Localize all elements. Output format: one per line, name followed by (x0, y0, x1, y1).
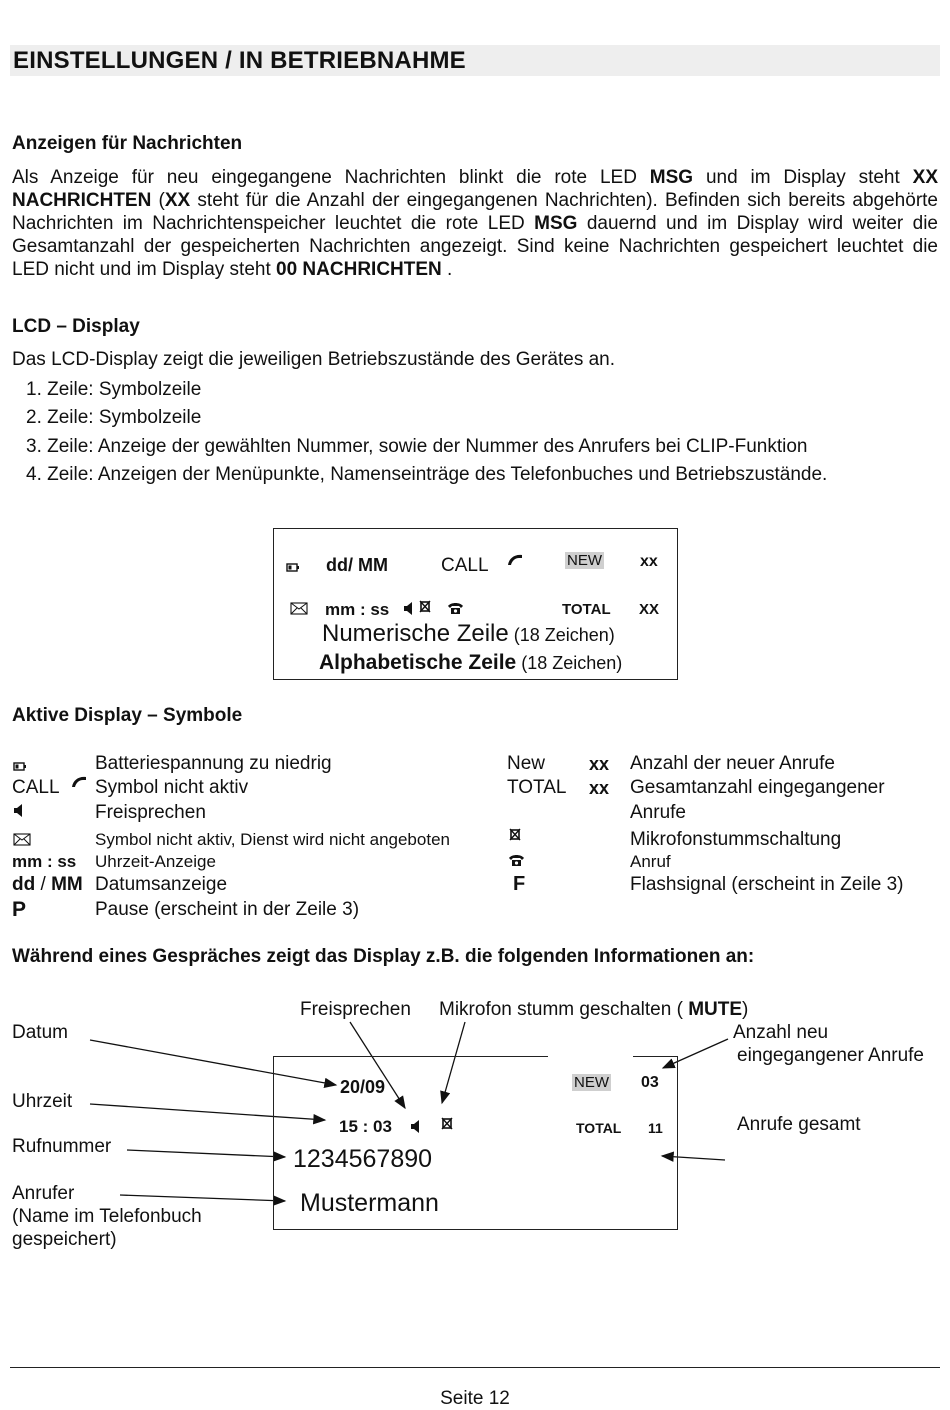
label-uhrzeit: Uhrzeit (12, 1091, 73, 1112)
lcd-new-count: xx (640, 553, 658, 570)
label-datum: Datum (12, 1022, 68, 1043)
speaker-icon (410, 1119, 422, 1134)
section-heading-symbols: Aktive Display – Symbole (12, 705, 243, 726)
label-gesamt: Anrufe gesamt (737, 1114, 861, 1135)
symbol-desc-mute: Mikrofonstummschaltung (630, 829, 842, 850)
symbol-key-pause: P (12, 898, 27, 921)
page-number: Seite 12 (440, 1388, 510, 1409)
symbol-desc-total: Gesamtanzahl eingegangener (630, 777, 885, 798)
symbol-key-flash: F (513, 873, 526, 895)
symbol-desc-total-cont: Anrufe (630, 802, 686, 823)
symbol-desc-new: Anzahl der neuer Anrufe (630, 753, 835, 774)
label-anzahl-2: eingegangener Anrufe (737, 1045, 924, 1066)
call-lcd-total-count: 11 (648, 1120, 663, 1136)
symbol-key-new: New (507, 753, 546, 774)
lcd-line-1: 1. Zeile: Symbolzeile (26, 379, 202, 400)
call-lcd-right (677, 1056, 678, 1230)
section-heading-messages: Anzeigen für Nachrichten (12, 133, 243, 154)
footer-divider (10, 1367, 940, 1368)
lcd-call: CALL (441, 555, 489, 576)
symbol-key-call: CALL (12, 777, 60, 798)
call-lcd-name: Mustermann (300, 1189, 439, 1217)
section-heading-lcd: LCD – Display (12, 316, 140, 337)
lcd-intro: Das LCD-Display zeigt die jeweiligen Betriebszustände des Gerätes an. (12, 349, 616, 370)
page-title: EINSTELLUNGEN / IN BETRIEBNAHME (13, 47, 466, 74)
paragraph-messages: Als Anzeige für neu eingegangene Nachrichten blinkt die rote LED MSG und im Display steht XX NACHRICHTEN (XX steht für die Anzahl der eingegangenen Nachrichten). Befinden sich bereits abgehörte Nachrichten im Nachrichtenspeicher leuchtet die rote LED MSG dauernd und im Display wird weiter die Gesamtanzahl der gespeicherten Nachrichten angezeigt. Sind keine Nachrichten gespeichert leuchtet die LED nicht und im Display steht 00 NACHRICHTEN . (12, 167, 939, 280)
call-lcd-date: 20/09 (340, 1077, 386, 1097)
section-heading-call: Während eines Gespräches zeigt das Display z.B. die folgenden Informationen an: (12, 946, 755, 967)
lcd-total: TOTAL (562, 601, 611, 618)
symbol-desc-flash: Flashsignal (erscheint in Zeile 3) (630, 874, 904, 895)
symbol-val-total: xx (589, 778, 610, 798)
symbol-desc-envelope: Symbol nicht aktiv, Dienst wird nicht angeboten (95, 830, 450, 849)
call-lcd-top-right (633, 1056, 678, 1057)
label-anrufer-2: (Name im Telefonbuch (12, 1206, 202, 1227)
label-anrufer-3: gespeichert) (12, 1229, 117, 1250)
symbol-desc-battery: Batteriespannung zu niedrig (95, 753, 332, 774)
lcd-numeric-row: Numerische Zeile (18 Zeichen) (322, 620, 615, 647)
call-lcd-new-badge: NEW (574, 1074, 609, 1091)
label-freisprechen: Freisprechen (300, 999, 411, 1020)
lcd-total-count: XX (639, 601, 660, 618)
lcd-line-4: 4. Zeile: Anzeigen der Menüpunkte, Namenseinträge des Telefonbuches und Betriebszustände. (26, 464, 828, 485)
label-anzahl-1: Anzahl neu (733, 1022, 829, 1043)
symbol-desc-speaker: Freisprechen (95, 802, 206, 823)
lcd-date: dd/ MM (326, 555, 388, 575)
symbol-key-date: dd / MM (12, 874, 83, 895)
lcd-alpha-row: Alphabetische Zeile (18 Zeichen) (319, 651, 623, 674)
call-lcd-left (273, 1056, 274, 1230)
symbol-val-new: xx (589, 754, 610, 774)
call-lcd-top-left (273, 1056, 548, 1057)
label-mute: Mikrofon stumm geschalten ( MUTE) (439, 999, 749, 1020)
call-lcd-new-count: 03 (641, 1074, 659, 1091)
label-rufnummer: Rufnummer (12, 1136, 112, 1157)
symbol-key-total: TOTAL (507, 777, 567, 798)
call-lcd-total: TOTAL (576, 1120, 622, 1136)
symbol-desc-date: Datumsanzeige (95, 874, 228, 895)
lcd-line-2: 2. Zeile: Symbolzeile (26, 407, 202, 428)
symbol-desc-time: Uhrzeit-Anzeige (95, 852, 216, 871)
lcd-new-badge: NEW (567, 552, 602, 569)
call-lcd-time: 15 : 03 (339, 1117, 392, 1136)
call-lcd-number: 1234567890 (293, 1145, 433, 1173)
lcd-line-3: 3. Zeile: Anzeige der gewählten Nummer, sowie der Nummer des Anrufers bei CLIP-Funktion (26, 436, 808, 457)
label-anrufer-1: Anrufer (12, 1183, 75, 1204)
symbol-desc-call: Symbol nicht aktiv (95, 777, 249, 798)
lcd-time: mm : ss (325, 600, 390, 619)
mute-icon (441, 1117, 453, 1130)
symbol-desc-phone: Anruf (630, 852, 671, 871)
symbol-desc-pause: Pause (erscheint in der Zeile 3) (95, 899, 360, 920)
symbol-key-time: mm : ss (12, 852, 77, 871)
call-lcd-bottom (273, 1229, 678, 1230)
